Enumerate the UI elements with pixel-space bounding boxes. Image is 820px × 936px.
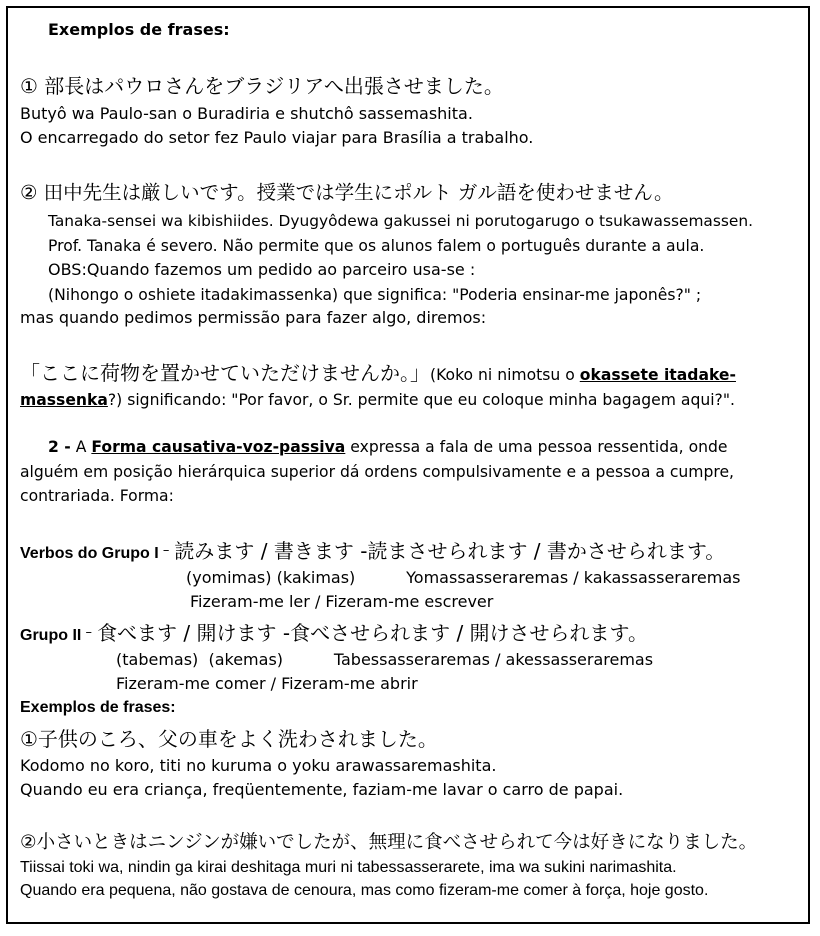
example-3-romaji-underlined: okassete itadake- xyxy=(579,366,736,384)
example-5-portuguese: Quando era pequena, não gostava de cenoura, mas como fizeram-me comer à força, hoje gosto. xyxy=(20,882,709,899)
example-1-portuguese: O encarregado do setor fez Paulo viajar para Brasília a trabalho. xyxy=(20,128,534,147)
example-2-portuguese: Prof. Tanaka é severo. Não permite que os alunos falem o português durante a aula. xyxy=(48,237,705,255)
section-2-number: 2 - xyxy=(48,438,71,456)
heading-examples-2: Exemplos de frases: xyxy=(20,699,176,716)
example-2-obs-line3: mas quando pedimos permissão para fazer algo, diremos: xyxy=(20,308,487,327)
grupo-1-line xyxy=(20,538,725,567)
section-2-line2: alguém em posição hierárquica superior dá ordens compulsivamente e a pessoa a cumpre, xyxy=(20,463,735,481)
grupo-2-label: Grupo II xyxy=(20,627,82,644)
grupo-2-dash: – xyxy=(81,625,92,640)
section-2-line1-rest: expressa a fala de uma pessoa ressentida, onde xyxy=(345,438,728,456)
section-2-term: Forma causativa-voz-passiva xyxy=(91,438,346,456)
section-2-article: A xyxy=(70,438,92,456)
example-2-obs: OBS:Quando fazemos um pedido ao parceiro usa-se : xyxy=(48,260,476,279)
example-3-romaji-start: (Koko ni nimotsu o xyxy=(430,366,580,384)
grupo-1-dash: – xyxy=(158,543,170,558)
example-5-japanese: ②小さいときはニンジンが嫌いでしたが、無理に食べさせられて今は好きになりました。 xyxy=(20,832,758,853)
grupo-2-portuguese: Fizeram-me comer / Fizeram-me abrir xyxy=(116,674,418,693)
grupo-2-line xyxy=(20,620,648,649)
example-3-line1 xyxy=(20,360,736,388)
example-4-romaji: Kodomo no koro, titi no kuruma o yoku arawassaremashita. xyxy=(20,756,497,775)
example-1-romaji: Butyô wa Paulo-san o Buradiria e shutchô sassemashita. xyxy=(20,104,473,123)
example-3-line2 xyxy=(20,390,735,410)
grupo-2-japanese: 食べます / 開けます -食べさせられます / 開けさせられます。 xyxy=(97,621,648,645)
example-4-portuguese: Quando eu era criança, freqüentemente, faziam-me lavar o carro de papai. xyxy=(20,780,624,799)
section-2-line1 xyxy=(48,437,728,457)
grupo-1-romaji: (yomimas) (kakimas) Yomassasseraremas / kakassasseraremas xyxy=(186,568,741,587)
example-1-japanese: ① 部長はパウロさんをブラジリアへ出張させました。 xyxy=(20,74,504,98)
example-3-romaji-underlined-2: massenka xyxy=(20,391,108,409)
example-4-japanese: ①子供のころ、父の車をよく洗わされました。 xyxy=(20,727,438,751)
heading-examples-1: Exemplos de frases: xyxy=(48,20,230,39)
example-2-japanese: ② 田中先生は厳しいです。授業では学生にポルト ガル語を使わせません。 xyxy=(20,181,674,204)
grupo-1-label: Verbos do Grupo I xyxy=(20,545,159,562)
grupo-1-japanese: 読みます / 書きます -読まさせられます / 書かさせられます。 xyxy=(174,539,726,563)
example-5-romaji: Tiissai toki wa, nindin ga kirai deshitaga muri ni tabessasserarete, ima wa sukini narimashita. xyxy=(20,859,677,876)
example-3-japanese: 「ここに荷物を置かせていただけませんか。」 xyxy=(20,361,430,385)
grupo-2-romaji: (tabemas) (akemas) Tabessasseraremas / akessasseraremas xyxy=(116,650,654,669)
grupo-1-portuguese: Fizeram-me ler / Fizeram-me escrever xyxy=(190,592,494,611)
section-2-line3: contrariada. Forma: xyxy=(20,487,174,505)
example-2-romaji: Tanaka-sensei wa kibishiides. Dyugyôdewa gakussei ni porutogarugo o tsukawassemassen. xyxy=(48,212,754,230)
example-3-meaning: ?) significando: "Por favor, o Sr. permite que eu coloque minha bagagem aqui?". xyxy=(107,391,735,409)
example-2-obs-line2: (Nihongo o oshiete itadakimassenka) que significa: "Poderia ensinar-me japonês?" ; xyxy=(48,286,702,304)
